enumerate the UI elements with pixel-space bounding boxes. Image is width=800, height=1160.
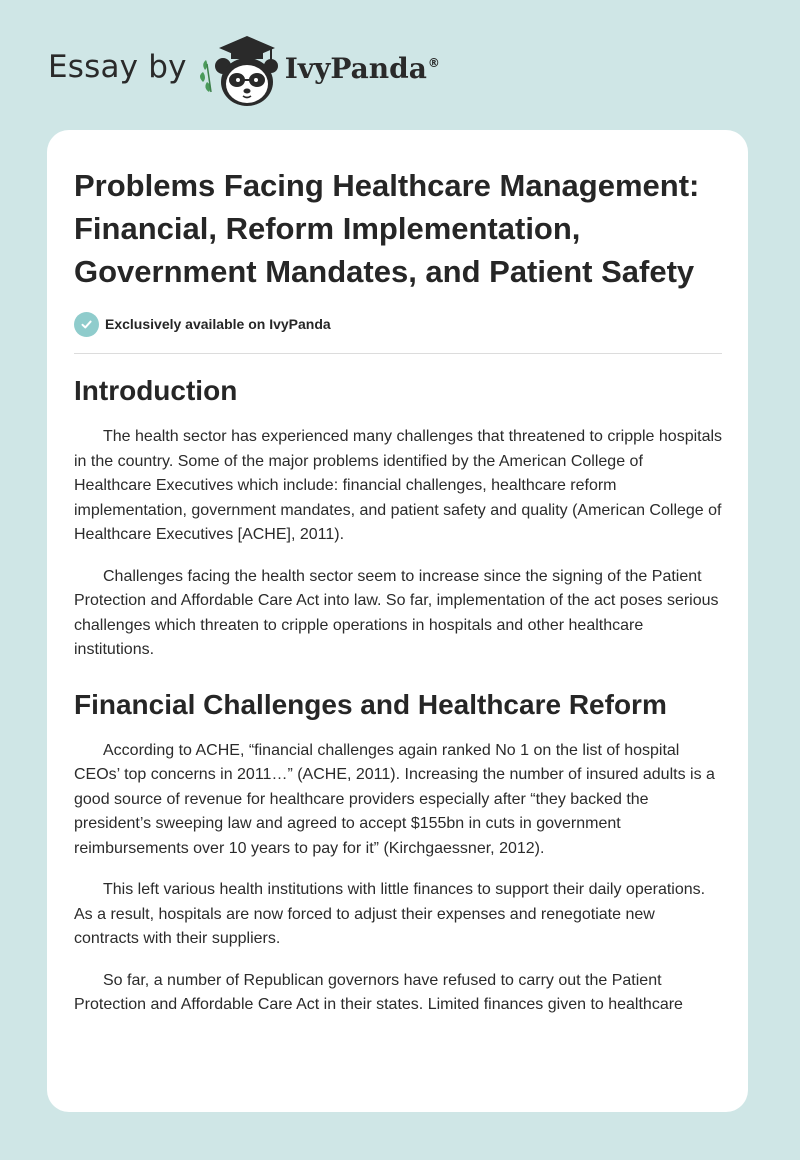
section-heading-financial: Financial Challenges and Healthcare Reform <box>74 688 667 720</box>
brand-prefix: Essay by <box>48 49 187 85</box>
paragraph: Challenges facing the health sector seem to increase since the signing of the Patient Protection and Affordable Care Act into law. So far, implementation of the act poses serious challenges which threaten to cripple operations in hospitals and other healthcare institutions. <box>74 567 719 658</box>
check-circle-icon <box>74 312 99 337</box>
exclusive-text: Exclusively available on IvyPanda <box>105 316 331 332</box>
paragraph: According to ACHE, “financial challenges again ranked No 1 on the list of hospital CEOs’ top concerns in 2011…” (ACHE, 2011). Increasing the number of insured adults is a good source of revenue for healthcare providers especially after “they backed the president’s sweeping law and agreed to accept $155bn in cuts in government reimbursements over 10 years to pay for it” (Kirchgaessner, 2012). <box>74 741 715 857</box>
exclusive-badge <box>74 311 724 337</box>
title-divider <box>74 353 722 354</box>
article-card <box>47 130 748 1112</box>
registered-mark: ® <box>427 56 440 71</box>
brand-header[interactable] <box>48 30 440 110</box>
brand-name <box>285 52 440 85</box>
panda-logo-icon <box>197 30 283 110</box>
article-title: Problems Facing Healthcare Management: Financial, Reform Implementation, Government Mandates, and Patient Safety <box>74 168 700 289</box>
section-heading-introduction: Introduction <box>74 375 238 406</box>
paragraph: The health sector has experienced many challenges that threatened to cripple hospitals in the country. Some of the major problems identified by the American College of Healthcare Executives which include: financial challenges, healthcare reform implementation, government mandates, and patient safety and quality (American College of Healthcare Executives [ACHE], 2011). <box>74 428 723 543</box>
article-content <box>74 164 724 1018</box>
brand-name-text: IvyPanda <box>284 51 427 85</box>
paragraph: So far, a number of Republican governors have refused to carry out the Patient Protection and Affordable Care Act in their states. Limited finances given to healthcare <box>74 971 683 1013</box>
paragraph: This left various health institutions with little finances to support their daily operations. As a result, hospitals are now forced to adjust their expenses and renegotiate new contracts with their suppliers. <box>74 881 706 947</box>
